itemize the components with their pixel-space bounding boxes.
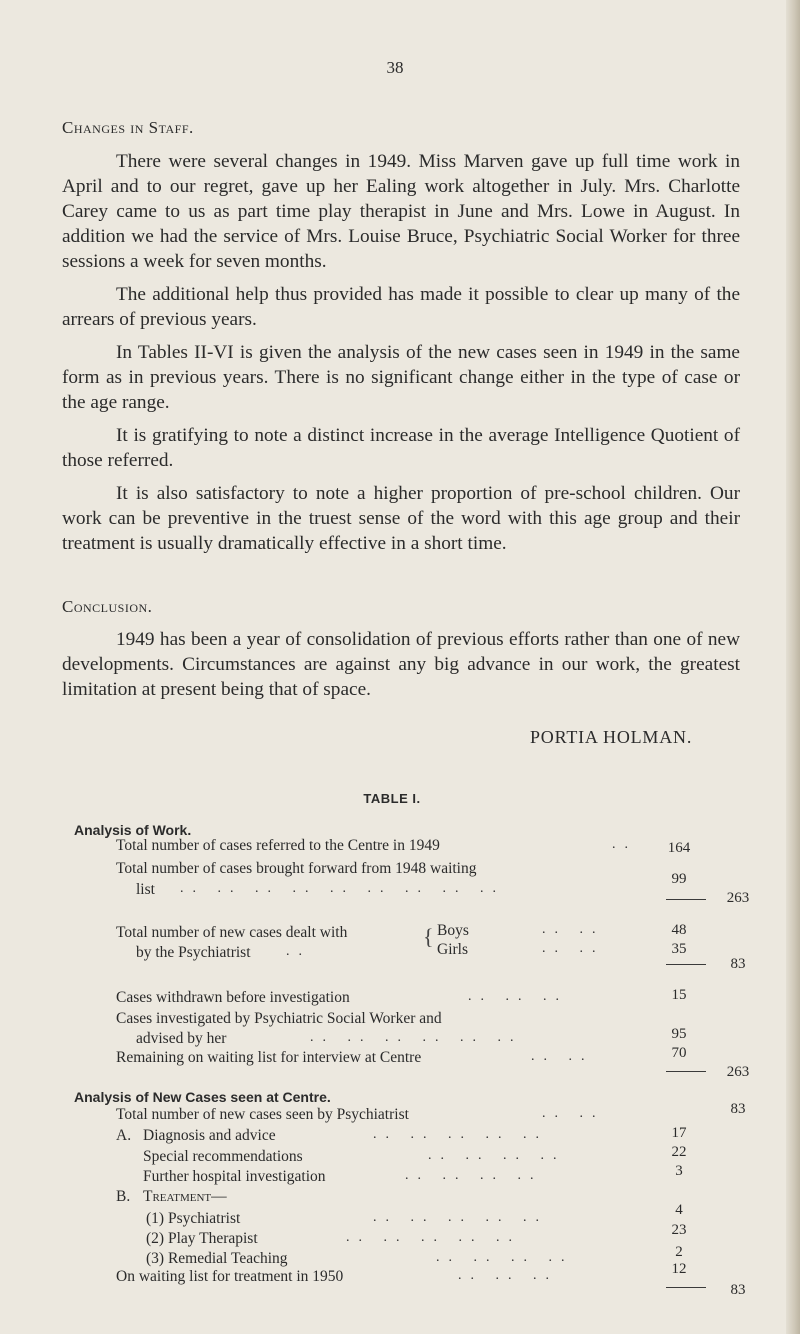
leader-dots: .. .. .. .. .. .. xyxy=(310,1030,523,1045)
withdrawn-value: 15 xyxy=(671,987,687,1003)
conclusion-paragraph: 1949 has been a year of consolidation of previous efforts rather than one of new developments. Circumstances are against any big advance in our work, the greatest limitation at present being that of space. xyxy=(62,629,740,700)
sum-rule xyxy=(666,1071,706,1072)
subtotal-83-a: 83 xyxy=(730,956,746,972)
brace: { xyxy=(423,924,434,949)
psychiatrist-label: (1) Psychiatrist xyxy=(146,1210,241,1227)
staff-paragraph-4: It is gratifying to note a distinct increase in the average Intelligence Quotient of those referred. xyxy=(62,425,740,471)
leader-dots: .. .. xyxy=(542,941,605,956)
section-b-marker: B. xyxy=(116,1188,131,1205)
special-recommendations-value: 22 xyxy=(671,1144,687,1160)
brought-forward-value: 99 xyxy=(671,871,687,887)
boys-value: 48 xyxy=(671,922,687,938)
play-therapist-label: (2) Play Therapist xyxy=(146,1230,258,1247)
total-new-cases-value: 83 xyxy=(730,1101,746,1117)
diagnosis-label: Diagnosis and advice xyxy=(143,1127,276,1144)
remaining-label: Remaining on waiting list for interview at Centre xyxy=(116,1049,422,1066)
boys-label: Boys xyxy=(437,922,469,939)
leader-dots: .. .. .. .. xyxy=(428,1148,566,1163)
sum-rule xyxy=(666,899,706,900)
referred-label: Total number of cases referred to the Centre in 1949 xyxy=(116,837,440,854)
psw-label-cont: advised by her xyxy=(136,1030,227,1047)
dealt-with-label-cont: by the Psychiatrist xyxy=(136,944,251,961)
play-therapist-value: 23 xyxy=(671,1222,687,1238)
staff-paragraph-2: The additional help thus provided has made it possible to clear up many of the arrears of previous years. xyxy=(62,284,740,330)
remaining-value: 70 xyxy=(671,1045,687,1061)
leader-dots: .. .. xyxy=(531,1049,594,1064)
girls-label: Girls xyxy=(437,941,468,958)
leader-dots: .. .. .. .. xyxy=(436,1250,574,1265)
leader-dots: .. .. .. .. .. .. .. .. .. xyxy=(180,881,505,896)
leader-dots: .. .. xyxy=(542,922,605,937)
leader-dots: .. .. xyxy=(542,1106,605,1121)
staff-paragraph-1: There were several changes in 1949. Miss Marven gave up full time work in April and to our regret, gave up her Ealing work altogether in July. Mrs. Charlotte Carey came to us as part time play therapist in June and Mrs. Lowe in August. In addition we had the service of Mrs. Louise Bruce, Psychiatric Social Worker for three sessions a week for seven months. xyxy=(62,151,740,272)
staff-paragraph-3: In Tables II-VI is given the analysis of the new cases seen in 1949 in the same form as in previous years. There is no significant change either in the type of case or the age range. xyxy=(62,342,740,413)
remedial-teaching-value: 2 xyxy=(675,1244,683,1260)
waiting-treatment-value: 12 xyxy=(671,1261,687,1277)
referred-value: 164 xyxy=(667,840,691,856)
heading-changes-in-staff: Changes in Staff. xyxy=(62,118,194,137)
dealt-with-label: Total number of new cases dealt with xyxy=(116,924,348,941)
withdrawn-label: Cases withdrawn before investigation xyxy=(116,989,350,1006)
leader-dots: .. .. .. .. .. xyxy=(346,1230,521,1245)
leader-dots: .. .. .. xyxy=(458,1268,558,1283)
leader-dots: .. xyxy=(612,837,637,852)
signature: PORTIA HOLMAN. xyxy=(530,727,693,747)
heading-conclusion: Conclusion. xyxy=(62,597,153,616)
diagnosis-value: 17 xyxy=(671,1125,687,1141)
subtotal-263-b: 263 xyxy=(726,1064,750,1080)
waiting-treatment-label: On waiting list for treatment in 1950 xyxy=(116,1268,344,1285)
staff-paragraph-5: It is also satisfactory to note a higher proportion of pre-school children. Our work can be preventive in the truest sense of the word with this age group and their treatment is usually dramatically effective in a short time. xyxy=(62,483,740,554)
leader-dots: .. .. .. .. .. xyxy=(373,1127,548,1142)
hospital-investigation-value: 3 xyxy=(675,1163,683,1179)
sum-rule xyxy=(666,964,706,965)
staff-section-text xyxy=(62,149,740,556)
total-new-cases-label: Total number of new cases seen by Psychiatrist xyxy=(116,1106,409,1123)
leader-dots: .. .. .. .. xyxy=(405,1168,543,1183)
new-cases-heading: Analysis of New Cases seen at Centre. xyxy=(74,1089,331,1105)
treatment-heading: Treatment— xyxy=(143,1188,227,1205)
psw-label: Cases investigated by Psychiatric Social Worker and xyxy=(116,1010,442,1027)
hospital-investigation-label: Further hospital investigation xyxy=(143,1168,326,1185)
leader-dots: .. .. .. xyxy=(468,989,568,1004)
special-recommendations-label: Special recommendations xyxy=(143,1148,303,1165)
leader-dots: .. .. .. .. .. xyxy=(373,1210,548,1225)
psw-value: 95 xyxy=(671,1026,687,1042)
page-edge-shadow xyxy=(786,0,800,1334)
brought-forward-label: Total number of cases brought forward from 1948 waiting xyxy=(116,860,477,877)
analysis-of-work-heading: Analysis of Work. xyxy=(74,822,192,838)
leader-dots: .. xyxy=(286,944,311,959)
table-title: TABLE I. xyxy=(363,791,421,806)
final-total-value: 83 xyxy=(730,1282,746,1298)
sum-rule xyxy=(666,1287,706,1288)
subtotal-263-a: 263 xyxy=(726,890,750,906)
psychiatrist-value: 4 xyxy=(675,1202,683,1218)
brought-forward-label-cont: list xyxy=(136,881,155,898)
conclusion-section-text xyxy=(62,627,740,702)
page-number: 38 xyxy=(386,58,404,77)
girls-value: 35 xyxy=(671,941,687,957)
section-a-marker: A. xyxy=(116,1127,132,1144)
remedial-teaching-label: (3) Remedial Teaching xyxy=(146,1250,288,1267)
